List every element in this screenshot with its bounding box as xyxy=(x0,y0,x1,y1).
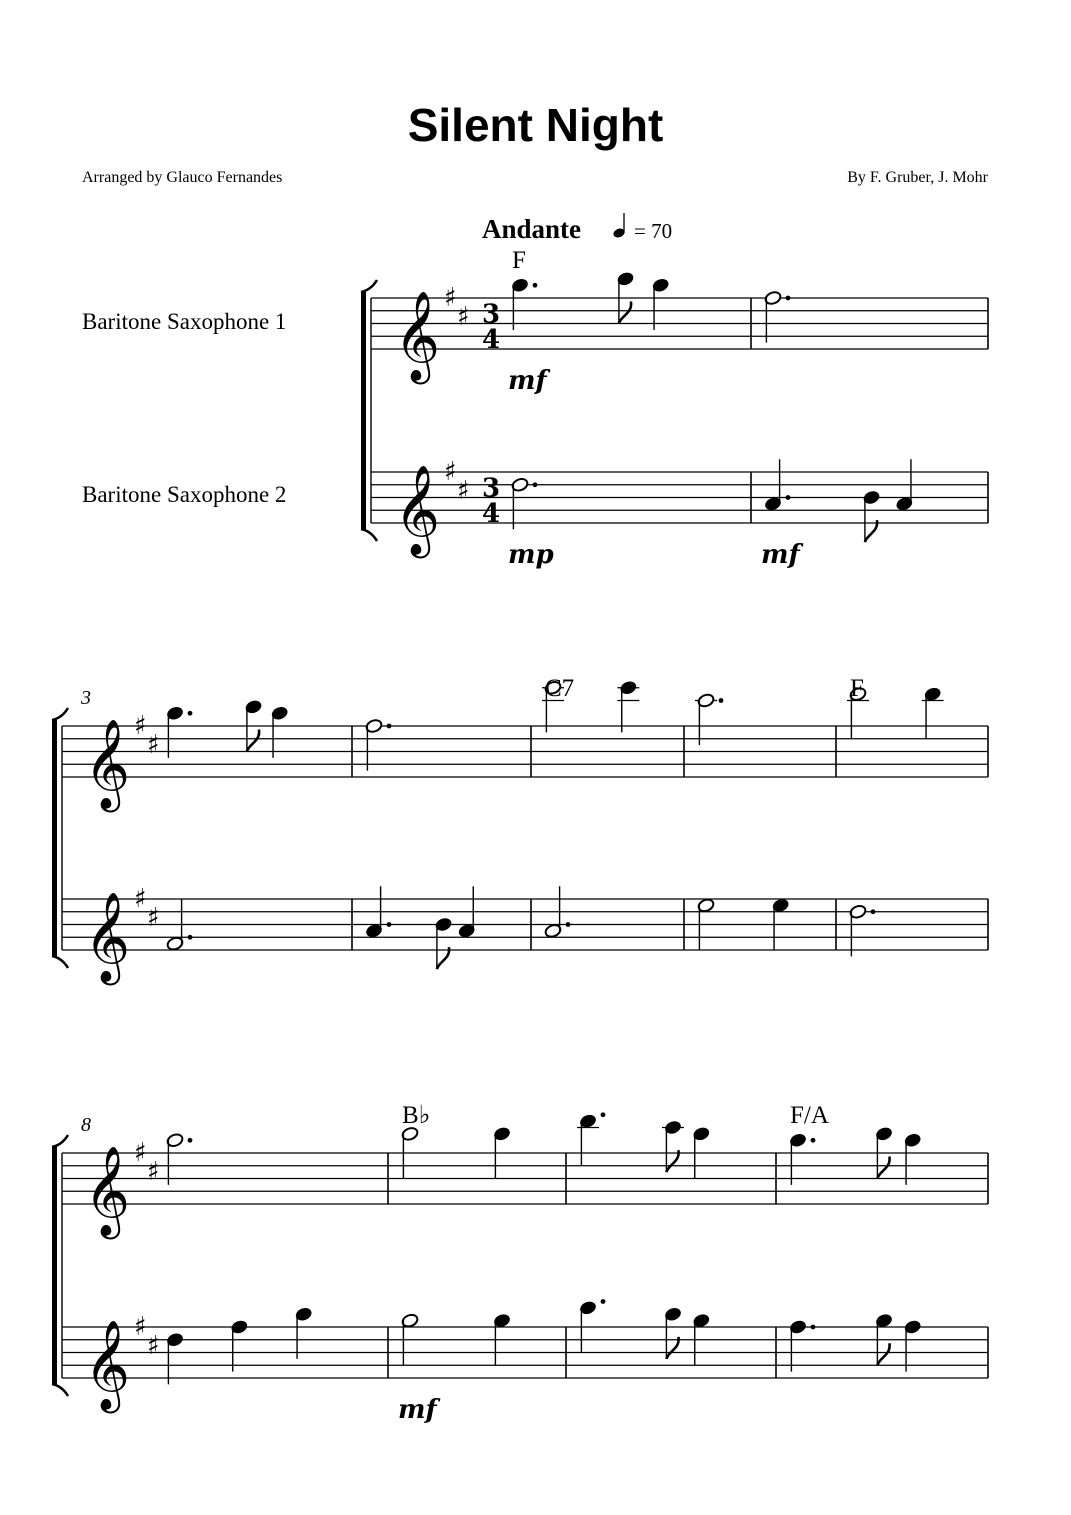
note xyxy=(664,1306,682,1358)
note xyxy=(295,1306,313,1358)
note xyxy=(166,1332,184,1384)
note xyxy=(849,904,875,956)
note xyxy=(692,1313,710,1365)
time-signature-numerator: 3 xyxy=(482,299,501,330)
time-signature-numerator: 3 xyxy=(482,473,501,504)
sharp-icon: ♯ xyxy=(147,1331,160,1362)
augmentation-dot xyxy=(786,495,791,500)
bracket-top-hook xyxy=(52,1135,68,1147)
measure xyxy=(789,1102,988,1378)
note xyxy=(764,459,790,511)
augmentation-dot xyxy=(188,935,193,940)
note xyxy=(511,277,537,329)
key-signature xyxy=(444,457,470,506)
augmentation-dot xyxy=(601,1112,606,1117)
score-system xyxy=(52,1102,988,1425)
tempo-marking xyxy=(482,213,672,244)
note xyxy=(695,693,723,745)
bracket-bottom-hook xyxy=(361,529,377,541)
note xyxy=(577,1112,605,1165)
augmentation-dot xyxy=(533,283,538,288)
composer-credit: By F. Gruber, J. Mohr xyxy=(847,169,988,186)
score-system xyxy=(52,675,988,986)
note xyxy=(230,1319,248,1371)
note xyxy=(904,1132,922,1184)
chord-symbol: F xyxy=(850,675,864,702)
note xyxy=(434,917,452,969)
note xyxy=(772,898,790,950)
note xyxy=(458,886,476,938)
time-signature-denominator: 4 xyxy=(482,325,501,355)
sharp-icon: ♯ xyxy=(147,903,160,934)
sharp-icon: ♯ xyxy=(147,1157,160,1188)
note xyxy=(692,1126,710,1178)
instrument-label-2: Baritone Saxophone 2 xyxy=(82,482,287,507)
note xyxy=(922,686,944,738)
flag xyxy=(619,302,631,324)
note xyxy=(617,680,639,732)
key-signature xyxy=(134,1312,160,1361)
note xyxy=(789,1132,815,1184)
sharp-icon: ♯ xyxy=(444,457,457,487)
measure xyxy=(166,699,352,951)
instrument-label-1: Baritone Saxophone 1 xyxy=(82,309,287,334)
flag xyxy=(877,1343,889,1365)
note xyxy=(166,705,192,757)
note xyxy=(401,1126,419,1178)
measure xyxy=(761,290,988,570)
augmentation-dot xyxy=(188,711,193,716)
treble-clef-icon: 𝄞 xyxy=(84,719,131,809)
bracket-top-hook xyxy=(52,708,68,720)
augmentation-dot xyxy=(533,482,538,487)
staff-lower xyxy=(62,899,988,950)
key-signature xyxy=(134,711,160,760)
chord-symbol: F xyxy=(512,247,526,274)
augmentation-dot xyxy=(387,724,392,729)
tempo-note-icon xyxy=(612,213,626,239)
augmentation-dot xyxy=(786,296,791,301)
sharp-icon: ♯ xyxy=(134,884,147,914)
arranger-credit: Arranged by Glauco Fernandes xyxy=(82,169,283,186)
bracket-top-hook xyxy=(361,280,377,292)
staff-upper xyxy=(62,1153,988,1204)
key-signature xyxy=(134,1138,160,1187)
note xyxy=(244,699,262,751)
system-bracket xyxy=(52,720,57,956)
note xyxy=(166,899,192,951)
sharp-icon: ♯ xyxy=(457,476,470,507)
measure xyxy=(508,247,751,570)
time-signature-denominator: 4 xyxy=(482,499,501,529)
treble-clef-icon: 𝄞 xyxy=(84,1320,131,1410)
note xyxy=(895,459,913,511)
system-bracket xyxy=(361,292,366,529)
chord-symbol: B♭ xyxy=(402,1102,431,1129)
dynamic-marking: mp xyxy=(508,540,554,570)
measure xyxy=(577,1112,776,1378)
note xyxy=(652,277,670,329)
note xyxy=(862,490,880,542)
note xyxy=(904,1319,922,1371)
chord-symbol: C7 xyxy=(545,675,575,702)
note xyxy=(875,1313,893,1365)
augmentation-dot xyxy=(601,1299,606,1304)
dynamic-marking: mf xyxy=(398,1395,437,1425)
note xyxy=(697,898,715,950)
treble-clef-icon: 𝄞 xyxy=(84,1146,131,1236)
note xyxy=(544,886,570,938)
sharp-icon: ♯ xyxy=(457,302,470,333)
measure-number: 8 xyxy=(81,1114,91,1136)
flag xyxy=(247,730,259,752)
key-signature xyxy=(134,884,160,933)
treble-clef-icon: 𝄞 xyxy=(394,291,441,381)
augmentation-dot xyxy=(811,1325,816,1330)
measure xyxy=(847,675,988,956)
augmentation-dot xyxy=(811,1138,816,1143)
note xyxy=(511,477,537,529)
score-title: Silent Night xyxy=(407,99,664,151)
note xyxy=(789,1319,815,1371)
sharp-icon: ♯ xyxy=(147,730,160,761)
note xyxy=(166,1132,192,1184)
augmentation-dot xyxy=(566,922,571,927)
sharp-icon: ♯ xyxy=(134,1138,147,1168)
sharp-icon: ♯ xyxy=(444,283,457,313)
note xyxy=(401,1313,419,1365)
note xyxy=(764,290,790,342)
measure xyxy=(166,1132,388,1384)
sharp-icon: ♯ xyxy=(134,1312,147,1342)
augmentation-dot xyxy=(719,698,724,703)
sharp-icon: ♯ xyxy=(134,711,147,741)
measure xyxy=(365,718,531,969)
note xyxy=(493,1313,511,1365)
augmentation-dot xyxy=(871,909,876,914)
dynamic-marking: mf xyxy=(508,366,547,396)
note xyxy=(616,271,634,323)
score-systems xyxy=(52,247,988,1425)
note xyxy=(365,886,391,938)
note xyxy=(875,1126,893,1178)
note xyxy=(493,1126,511,1178)
measure xyxy=(398,1102,566,1425)
dynamic-marking: mf xyxy=(761,540,800,570)
score-system xyxy=(361,247,988,570)
augmentation-dot xyxy=(188,1138,193,1143)
chord-symbol: F/A xyxy=(790,1102,829,1129)
measure-number: 3 xyxy=(81,687,91,709)
note xyxy=(365,718,391,770)
key-signature xyxy=(444,283,470,332)
tempo-text: Andante xyxy=(482,214,582,244)
bracket-bottom-hook xyxy=(52,956,68,968)
flag xyxy=(877,1157,889,1179)
note xyxy=(662,1120,684,1172)
note xyxy=(271,705,289,757)
treble-clef-icon: 𝄞 xyxy=(394,465,441,555)
measure xyxy=(542,675,684,950)
treble-clef-icon: 𝄞 xyxy=(84,892,131,982)
bracket-bottom-hook xyxy=(52,1384,68,1396)
tempo-value: = 70 xyxy=(634,219,673,243)
staff-lower xyxy=(62,1327,988,1378)
system-bracket xyxy=(52,1147,57,1384)
note xyxy=(579,1299,605,1352)
augmentation-dot xyxy=(387,922,392,927)
staff-upper xyxy=(62,726,988,777)
